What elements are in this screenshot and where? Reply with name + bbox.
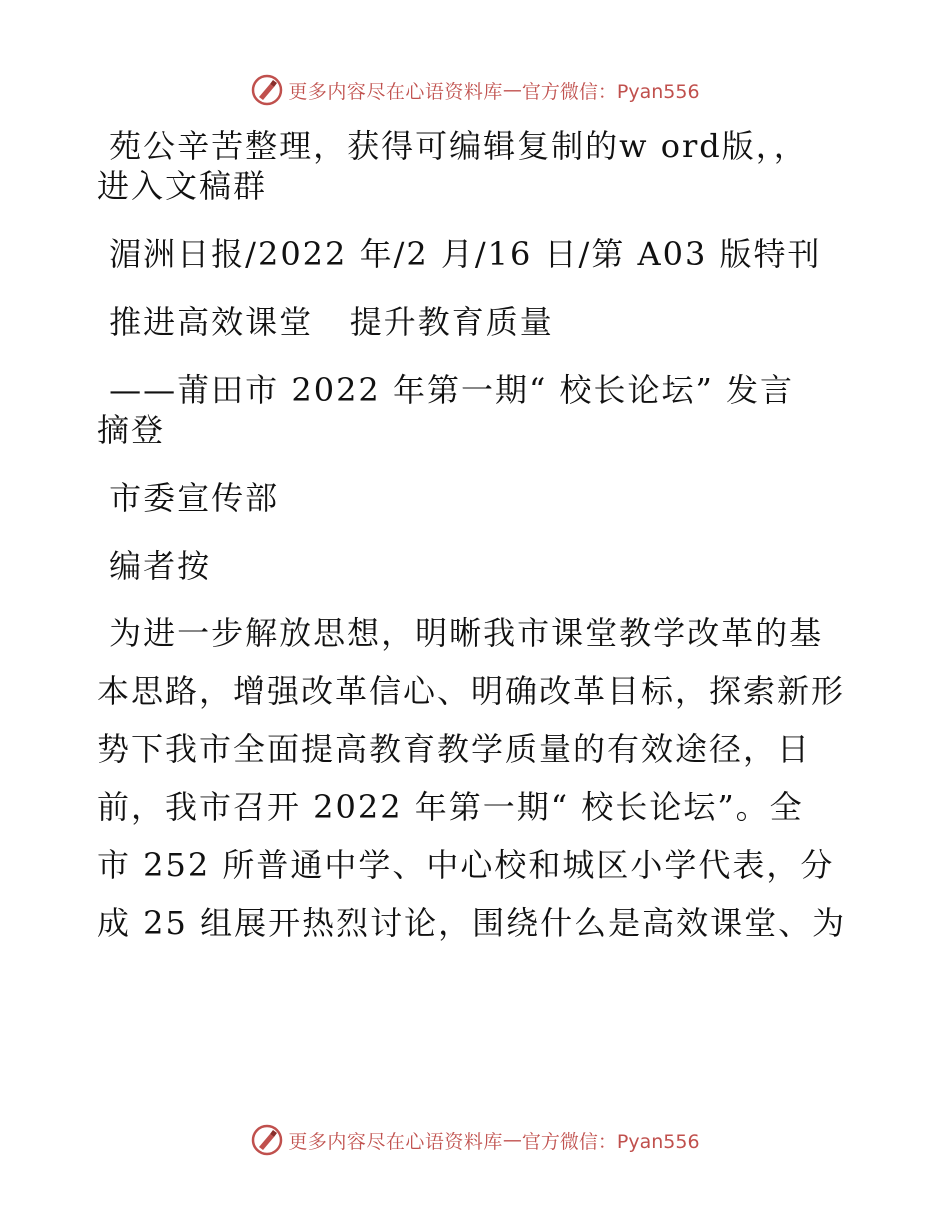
body-line: 为进一步解放思想，明晰我市课堂教学改革的基 — [97, 614, 824, 652]
body-line: 本思路，增强改革信心、明确改革目标，探索新形 — [97, 672, 846, 710]
header-watermark — [0, 70, 950, 110]
footer-watermark — [0, 1120, 950, 1160]
watermark-text: 更多内容尽在心语资料库 — [288, 1130, 503, 1153]
watermark-contact: 官方微信：Pyan556 — [521, 1130, 700, 1153]
intro-line: 苑公辛苦整理，获得可编辑复制的w ord版，， — [97, 127, 808, 165]
department: 市委宣传部 — [97, 479, 280, 517]
body-line: 前，我市召开 2022 年第一期“ 校长论坛”。全 — [97, 788, 804, 826]
watermark-separator: — — [502, 1129, 522, 1151]
headline: 推进高效课堂 提升教育质量 — [97, 303, 554, 341]
subtitle-line: ——莆田市 2022 年第一期“ 校长论坛” 发言 — [97, 371, 795, 409]
pen-nib-icon — [250, 1123, 284, 1157]
body-line: 势下我市全面提高教育教学质量的有效途径，日 — [97, 730, 812, 768]
intro-line: 进入文稿群 — [97, 167, 268, 205]
document-body — [97, 126, 857, 952]
subtitle-line: 摘登 — [97, 411, 166, 449]
editor-note-label: 编者按 — [97, 547, 212, 585]
watermark-text: 更多内容尽在心语资料库 — [288, 80, 503, 103]
pen-nib-icon — [250, 73, 284, 107]
source-line: 湄洲日报/2022 年/2 月/16 日/第 A03 版特刊 — [97, 235, 822, 273]
body-line: 市 252 所普通中学、中心校和城区小学代表，分 — [97, 846, 835, 884]
watermark-separator: — — [502, 79, 522, 101]
watermark-contact: 官方微信：Pyan556 — [521, 80, 700, 103]
body-line: 成 25 组展开热烈讨论，围绕什么是高效课堂、为 — [97, 904, 847, 942]
